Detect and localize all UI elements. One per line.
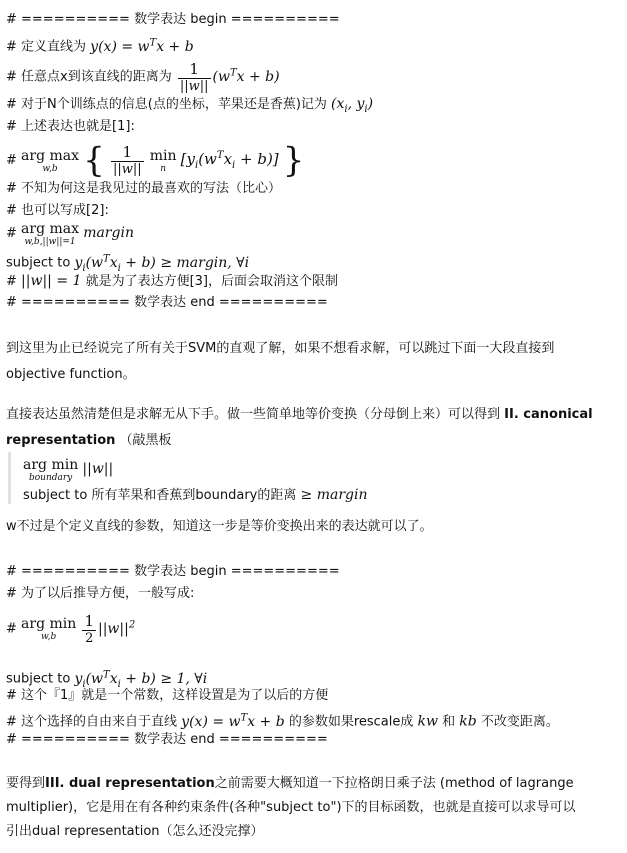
training-tuple: ($x_i$, $y_i$) [331,96,374,115]
convention-note: # 为了以后推导方便，一般写成: [6,586,195,601]
math-block-end: # ========== 数学表达 end ========== [6,295,328,310]
margin-symbol: margin [83,225,134,241]
favorite-note: # 不知为何这是我见过的最喜欢的写法（比心） [6,181,282,196]
distance-formula [6,54,280,97]
norm-text: 就是为了表达方便[3]，后面会取消这个限制 [85,274,338,289]
above-expression: # 上述表达也就是[1]: [6,119,135,134]
min-operator: min n [149,147,177,174]
hash-mark: # [6,621,17,637]
canonical-quote [8,452,380,504]
canonical-text-a: 直接表达虽然清楚但是求解无从下手。做一些简单地等价变换（分母倒上来）可以得到 [6,407,505,422]
lagrange-bold: III. dual representation [45,776,215,791]
canonical-text-b: （敲黑板 [115,433,172,448]
argmin-operator: arg min boundary [23,456,79,483]
subject-to-label-2: subject to [6,671,71,687]
lagrange-paragraph [6,772,586,844]
training-points [6,95,373,119]
one-constant-note: # 这个『1』就是一个常数，这样设置是为了以后的方便 [6,688,329,703]
quote-subject-text: subject to 所有苹果和香蕉到boundary的距离 [23,488,297,503]
argmin-half-norm [6,602,135,653]
inner-expression: $[y_i(w^Tx_i + b)]$ [180,150,279,171]
inner-fraction: $\frac{1}{||w||}$ [112,143,142,177]
constraint-expression: $y_i(w^Tx_i + b)$ ≥ margin, ∀i [74,253,250,274]
canonical-paragraph [6,402,596,454]
hash-mark: # [6,226,17,241]
rescale-equation: $y(x) = w^Tx + b$ [181,712,285,730]
also-note: # 也可以写成[2]: [6,203,109,218]
argmin-operator-2: arg min w,b [21,616,77,643]
line-equation: $y(x) = w^Tx + b$ [90,37,194,55]
argmax-operator: arg max w,b [21,147,80,174]
brace-open: { [83,140,105,181]
rescale-mid: 的参数如果rescale成 [288,714,414,730]
half-fraction: $\frac{1}{2}$ [84,611,94,646]
math-block-2-begin: # ========== 数学表达 begin ========== [6,564,340,579]
lagrange-text-a: 要得到 [6,776,46,791]
argmax-margin-formula [6,218,134,249]
math-block-begin: # ========== 数学表达 begin ========== [6,12,340,27]
distance-fraction: $\frac{1}{||w||}$ [179,59,209,94]
norm-note [6,272,338,291]
norm-equation: ||w|| = 1 [21,273,82,289]
subject-to-label: subject to [6,255,71,271]
svm-intuition-paragraph: 到这里为止已经说完了所有关于SVM的直观了解，如果不想看求解，可以跳过下面一大段直接到objective function。 [6,341,555,382]
rescale-kb: kb [459,713,477,730]
distance-text: # 任意点x到该直线的距离为 [6,69,172,85]
line-definition-text: # 定义直线为 [6,39,87,55]
lagrange-text-b: 之前需要大概知道一下拉格朗日乘子法 (method of lagrange multiplier)，它是用在有各种约束条件(各种"subject to")下的目标函数，也就是直接可以求导可以引出dual representation（怎么还没完撑） [6,776,576,839]
quote-subject-to [23,486,367,505]
training-text: # 对于N个训练点的信息(点的坐标，苹果还是香蕉)记为 [6,97,327,112]
math-block-2-end: # ========== 数学表达 end ========== [6,732,328,747]
rescale-kw: kw [417,713,438,730]
argmin-boundary [23,454,113,485]
w-parameter-note: w不过是个定义直线的参数，知道这一步是等价变换出来的表达就可以了。 [6,519,433,534]
rescale-end: 不改变距离。 [480,714,559,730]
constraint-expression-2: $y_i(w^Tx_i + b) \ge 1$, ∀i [74,669,208,690]
squared-norm: $||w||^2$ [97,619,136,637]
argmax-operator-2: arg max w,b,||w||=1 [21,220,80,247]
brace-close: } [282,140,305,181]
canonical-bold: II. canonical representation [6,407,593,448]
hash-mark: # [6,153,17,168]
rescale-text: # 这个选择的自由来自于直线 [6,714,178,730]
rescale-and: 和 [442,714,456,730]
quote-subject-math: ≥ margin [300,487,368,503]
distance-tail: $(w^Tx + b)$ [212,67,280,85]
hash-mark: # [6,274,17,289]
rescale-note [6,709,559,732]
norm-w: ||w|| [82,461,114,477]
